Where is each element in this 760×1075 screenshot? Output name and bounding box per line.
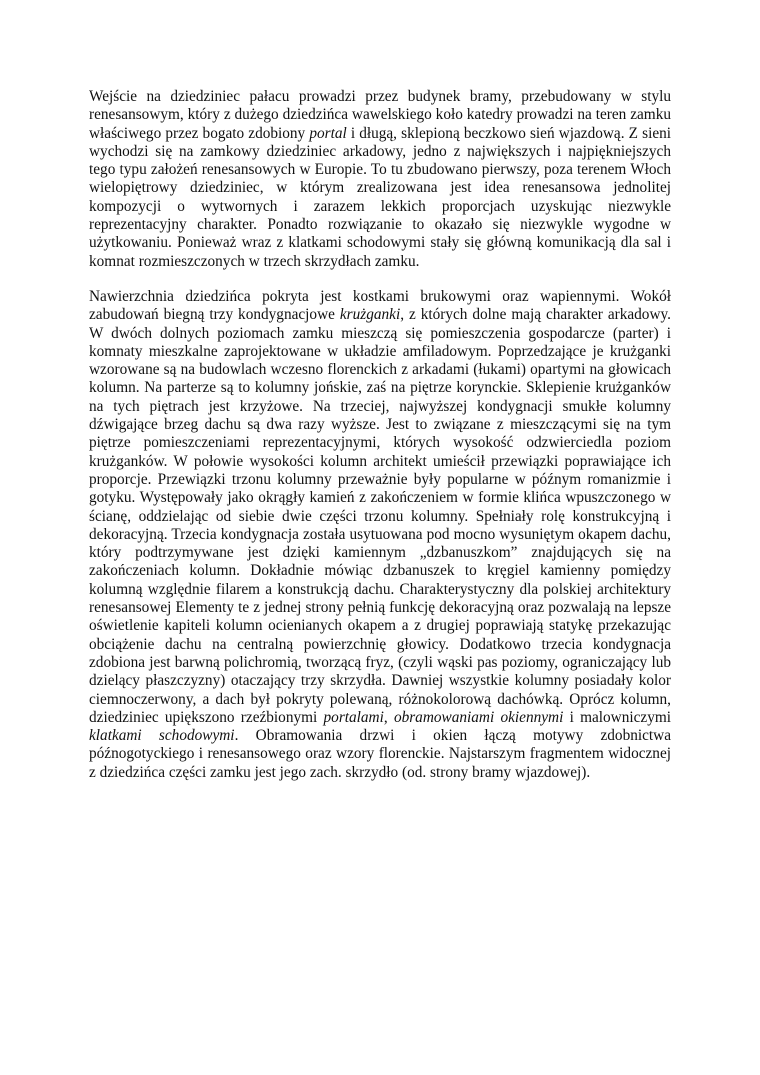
document-body: [89, 88, 671, 782]
paragraph-courtyard-description: [89, 288, 671, 782]
paragraph-courtyard-entrance: [89, 88, 671, 271]
text-segment: Wejście na dziedziniec pałacu prowadzi przez budynek bramy, przebudowany w stylu renesansowym, który z dużego dziedzińca wawelskiego koło katedry prowadzi na teren zamku właściwego przez bogato zdobiony: [89, 88, 671, 142]
text-segment: , z których dolne mają charakter arkadowy. W dwóch dolnych poziomach zamku mieszczą się pomieszczenia gospodarcze (parter) i komnaty mieszkalne zaprojektowane w układzie amfiladowym. Poprzedzające je krużganki wzorowane są na budowlach wczesno florenckich z arkadami (łukami) opartymi na głowicach kolumn. Na parterze są to kolumny jońskie, zaś na piętrze korynckie. Sklepienie krużganków na tych piętrach jest krzyżowe. Na trzeciej, najwyższej kondygnacji smukłe kolumny dźwigające brzeg dachu są dwa razy wyższe. Jest to związane z mieszczącymi się na tym piętrze pomieszczeniami reprezentacyjnymi, których wysokość odzwierciedla poziom krużganków. W połowie wysokości kolumn architekt umieścił przewiązki poprawiające ich proporcje. Przewiązki trzonu kolumny przeważnie były popularne w późnym romanizmie i gotyku. Występowały jako okrągły kamień z zakończeniem w formie klińca wpuszczonego w ścianę, oddzielając od siebie dwie części trzonu kolumny. Spełniały rolę konstrukcyjną i dekoracyjną. Trzecia kondygnacja została usytuowana pod mocno wysuniętym okapem dachu, który podtrzymywane jest dzięki kamiennym „dzbanuszkom” znajdujących się na zakończeniach kolumn. Dokładnie mówiąc dzbanuszek to kręgiel kamienny pomiędzy kolumną względnie filarem a konstrukcją dachu. Charakterystyczny dla polskiej architektury renesansowej Elementy te z jednej strony pełnią funkcję dekoracyjną oraz pozwalają na lepsze oświetlenie kapiteli kolumn ocienianych okapem a z drugiej poprawiają statykę przekazując obciążenie dachu na centralną powierzchnię głowicy. Dodatkowo trzecia kondygnacja zdobiona jest barwną polichromią, tworzącą fryz, (czyli wąski pas poziomy, ograniczający lub dzielący płaszczyzny) otaczający trzy skrzydła. Dawniej wszystkie kolumny posiadały kolor ciemnoczerwony, a dach był pokryty polewaną, różnokolorową dachówką. Oprócz kolumn, dziedziniec upiększono rzeźbionymi: [89, 306, 671, 726]
italic-term-portalami: portalami: [323, 708, 384, 726]
text-segment: i długą, sklepioną beczkowo sień wjazdową. Z sieni wychodzi się na zamkowy dziedziniec arkadowy, jedno z największych i najpiękniejszych tego typu założeń renesansowych w Europie. To tu zbudowano pierwszy, poza terenem Włoch wielopiętrowy dziedziniec, w którym zrealizowana jest idea renesansowa jednolitej kompozycji o wytwornych i zarazem lekkich proporcjach uzyskując niezwykle reprezentacyjny charakter. Ponadto rozwiązanie to okazało się niezwykle wygodne w użytkowaniu. Ponieważ wraz z klatkami schodowymi stały się główną komunikacją dla sal i komnat rozmieszczonych w trzech skrzydłach zamku.: [89, 124, 672, 270]
italic-term-kruzganki: krużganki: [339, 306, 401, 324]
text-segment: . Obramowania drzwi i okien łączą motywy zdobnictwa późnogotyckiego i renesansowego oraz wzory florenckie. Najstarszym fragmentem widocznej z dziedzińca części zamku jest jego zach. skrzydło (od. strony bramy wjazdowej).: [89, 727, 671, 781]
text-segment: Nawierzchnia dziedzińca pokryta jest kostkami brukowymi oraz wapiennymi. Wokół zabudowań biegną trzy kondygnacjowe: [89, 287, 671, 324]
text-segment: i malowniczymi: [563, 708, 671, 726]
italic-term-klatki: klatkami schodowymi: [89, 727, 235, 745]
text-segment: ,: [383, 708, 394, 726]
italic-term-portal: portal: [309, 124, 347, 142]
italic-term-obramowania: obramowaniami okiennymi: [393, 708, 564, 726]
